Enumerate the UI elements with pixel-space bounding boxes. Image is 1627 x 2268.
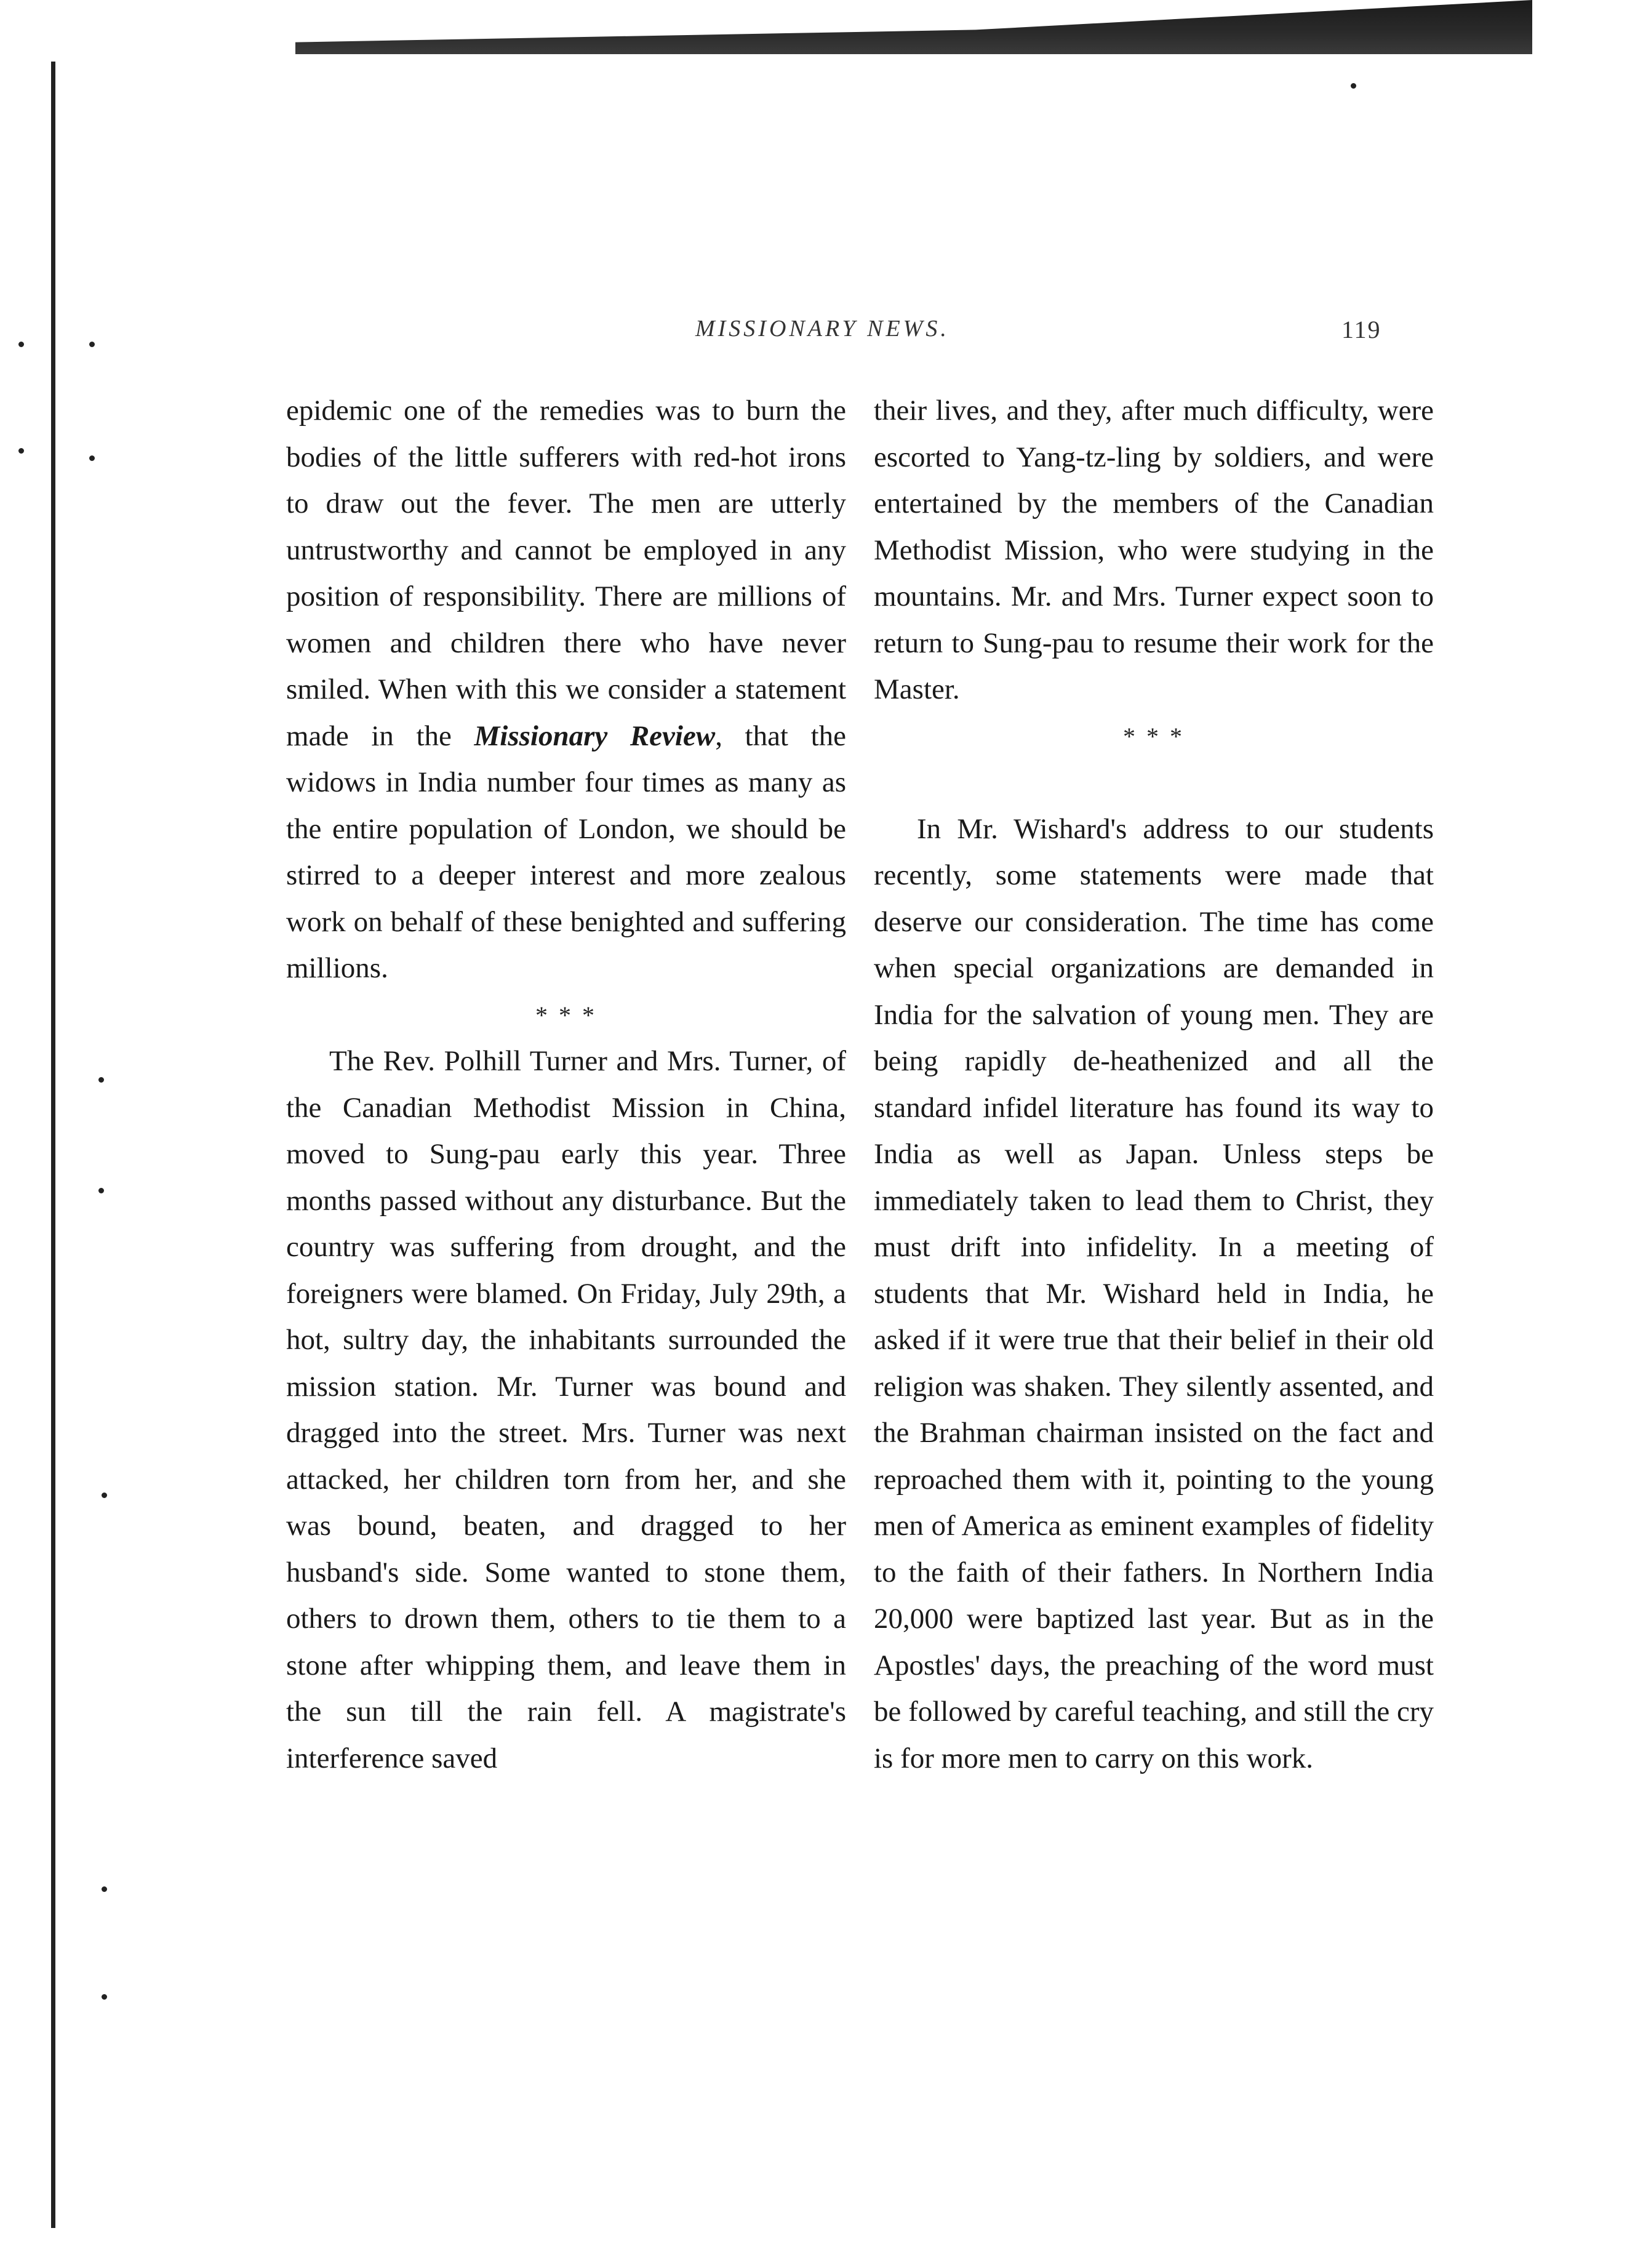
- page-number: 119: [1341, 316, 1381, 343]
- scan-speck: [98, 1077, 104, 1083]
- scan-top-edge: [295, 0, 1532, 54]
- running-head: MISSIONARY NEWS.: [695, 316, 949, 342]
- section-asterism: * * *: [1123, 722, 1185, 750]
- publication-title: Missionary Review: [474, 719, 716, 752]
- left-column: [286, 388, 846, 1782]
- scan-speck: [1351, 83, 1356, 89]
- scan-speck: [102, 1493, 107, 1498]
- section-asterism: * * *: [535, 1001, 597, 1029]
- scan-speck: [102, 1994, 107, 2000]
- right-column: [874, 388, 1434, 1782]
- right-paragraph-1: their lives, and they, after much difficulty, were escorted to Yang-tz-ling by soldiers, and were entertained by the members of the Canadian Methodist Mission, who were studying in the mountains. Mr. and Mrs. Turner expect soon to return to Sung-pau to resume their work for the Master.: [874, 395, 1434, 705]
- scan-speck: [18, 342, 24, 347]
- left-paragraph-1-text-b: , that the widows in India number four times as many as the entire population of London, we should be stirred to a deeper interest and more zealous work on behalf of these benighted and suffering millions.: [286, 719, 846, 984]
- scan-speck: [89, 455, 95, 461]
- scan-left-edge: [51, 62, 55, 2228]
- left-paragraph-2: The Rev. Polhill Turner and Mrs. Turner, of the Canadian Methodist Mission in China, moved to Sung-pau early this year. Three months passed without any disturbance. But the country was suffering from drought, and the foreigners were blamed. On Friday, July 29th, a hot, sultry day, the inhabitants surrounded the mission station. Mr. Turner was bound and dragged into the street. Mrs. Turner was next attacked, her children torn from her, and she was bound, beaten, and dragged to her husband's side. Some wanted to stone them, others to drown them, others to tie them to a stone after whipping them, and leave them in the sun till the rain fell. A magistrate's interference saved: [286, 1045, 846, 1774]
- spacer: [874, 759, 1434, 806]
- scan-speck: [89, 342, 95, 347]
- scan-speck: [98, 1188, 104, 1193]
- scan-speck: [18, 448, 24, 454]
- right-paragraph-2: In Mr. Wishard's address to our students recently, some statements were made that deserve our consideration. The time has come when special organizations are demanded in India for the salvation of young men. They are being rapidly de-heathenized and all the standard infidel literature has found its way to India as well as Japan. Unless steps be immediately taken to lead them to Christ, they must drift into infidelity. In a meeting of students that Mr. Wishard held in India, he asked if it were true that their belief in their old religion was shaken. They silently assented, and the Brahman chairman insisted on the fact and reproached them with it, pointing to the young men of America as eminent examples of fidelity to the faith of their fathers. In Northern India 20,000 were baptized last year. But as in the Apostles' days, the preaching of the word must be followed by careful teaching, and still the cry is for more men to carry on this work.: [874, 812, 1434, 1774]
- scan-speck: [102, 1886, 107, 1892]
- left-paragraph-1: [286, 388, 846, 992]
- left-paragraph-1-text-a: epidemic one of the remedies was to burn the bodies of the little sufferers with red-hot irons to draw out the fever. The men are utterly untrustworthy and cannot be employed in any position of responsibility. There are millions of women and children there who have never smiled. When with this we consider a statement made in the: [286, 395, 846, 752]
